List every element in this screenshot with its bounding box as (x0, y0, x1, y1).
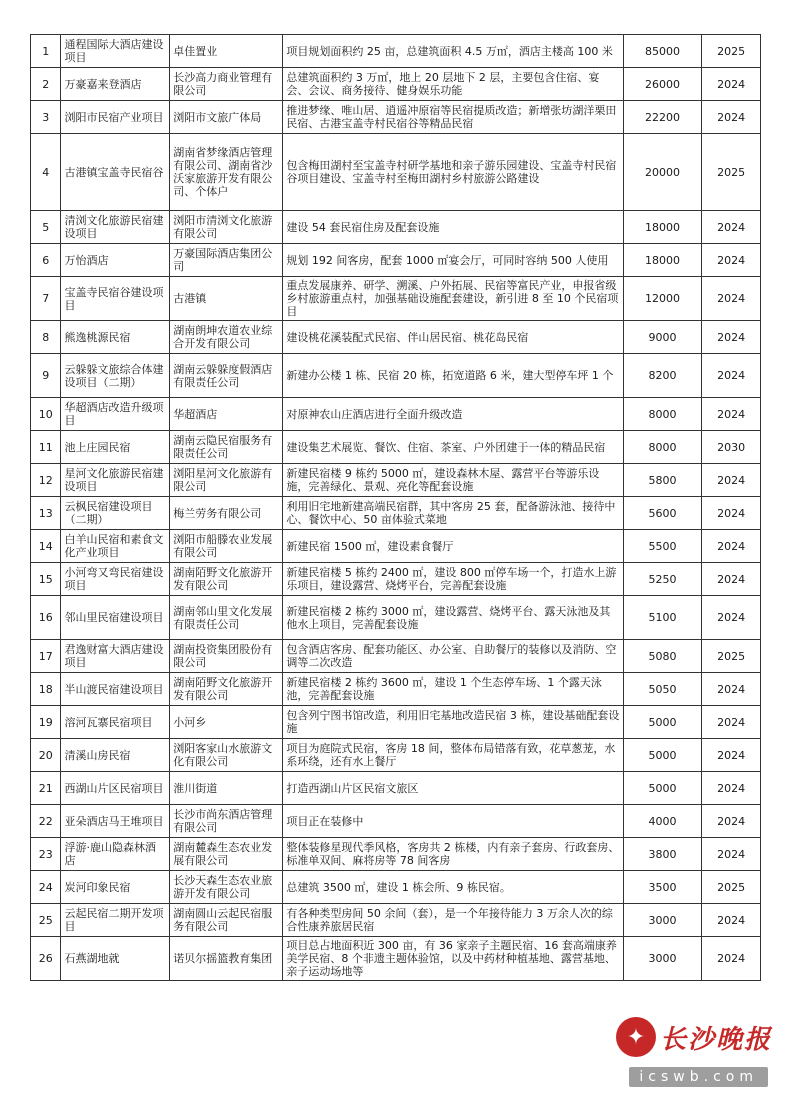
project-name-cell: 君逸财富大酒店建设项目 (61, 640, 170, 673)
completion-year-cell: 2024 (702, 673, 761, 706)
investment-amount-cell: 85000 (623, 35, 701, 68)
company-name-cell: 华超酒店 (170, 398, 283, 431)
project-content-cell: 包含列宁图书馆改造，利用旧宅基地改造民宿 3 栋，建设基础配套设施 (283, 706, 624, 739)
logo-emblem-icon: ✦ (616, 1017, 656, 1057)
investment-amount-cell: 8000 (623, 431, 701, 464)
project-table-sheet (30, 34, 761, 981)
table-row (31, 321, 761, 354)
project-content-cell: 重点发展康养、研学、溯溪、户外拓展、民宿等富民产业，申报省级乡村旅游重点村，加强基础设施配套建设，新引进 8 至 10 个民宿项目 (283, 277, 624, 321)
table-row (31, 673, 761, 706)
company-name-cell: 湖南邻山里文化发展有限责任公司 (170, 596, 283, 640)
table-row (31, 101, 761, 134)
company-name-cell: 长沙高力商业管理有限公司 (170, 68, 283, 101)
completion-year-cell: 2024 (702, 805, 761, 838)
row-number-cell: 11 (31, 431, 61, 464)
row-number-cell: 1 (31, 35, 61, 68)
investment-amount-cell: 22200 (623, 101, 701, 134)
completion-year-cell: 2024 (702, 464, 761, 497)
project-name-cell: 清溪山房民宿 (61, 739, 170, 772)
company-name-cell: 湖南云隐民宿服务有限责任公司 (170, 431, 283, 464)
completion-year-cell: 2025 (702, 640, 761, 673)
table-row (31, 277, 761, 321)
project-name-cell: 万怡酒店 (61, 244, 170, 277)
project-content-cell: 建设集艺术展览、餐饮、住宿、茶室、户外团建于一体的精品民宿 (283, 431, 624, 464)
table-row (31, 904, 761, 937)
project-table (30, 34, 761, 981)
company-name-cell: 梅兰劳务有限公司 (170, 497, 283, 530)
project-content-cell: 包含梅田湖村至宝盖寺村研学基地和亲子游乐园建设、宝盖寺村民宿谷项目建设、宝盖寺村至梅田湖村乡村旅游公路建设 (283, 134, 624, 211)
project-content-cell: 利用旧宅地新建高端民宿群，其中客房 25 套，配备游泳池、接待中心、餐饮中心、50 亩体验式菜地 (283, 497, 624, 530)
newspaper-watermark (602, 1015, 772, 1097)
investment-amount-cell: 9000 (623, 321, 701, 354)
project-content-cell: 新建民宿 1500 ㎡，建设素食餐厅 (283, 530, 624, 563)
company-name-cell: 卓佳置业 (170, 35, 283, 68)
project-content-cell: 新建民宿楼 9 栋约 5000 ㎡，建设森林木屋、露营平台等游乐设施，完善绿化、景观、亮化等配套设施 (283, 464, 624, 497)
table-row (31, 739, 761, 772)
completion-year-cell: 2025 (702, 134, 761, 211)
table-row (31, 398, 761, 431)
completion-year-cell: 2024 (702, 497, 761, 530)
investment-amount-cell: 26000 (623, 68, 701, 101)
table-row (31, 530, 761, 563)
project-content-cell: 项目规划面积约 25 亩，总建筑面积 4.5 万㎡，酒店主楼高 100 米 (283, 35, 624, 68)
table-row (31, 596, 761, 640)
completion-year-cell: 2024 (702, 772, 761, 805)
completion-year-cell: 2024 (702, 706, 761, 739)
project-name-cell: 万豪嘉来登酒店 (61, 68, 170, 101)
project-name-cell: 宝盖寺民宿谷建设项目 (61, 277, 170, 321)
project-content-cell: 整体装修星现代季风格，客房共 2 栋楼，内有亲子套房、行政套房、标准单双间、麻将房等 78 间客房 (283, 838, 624, 871)
project-content-cell: 建设 54 套民宿住房及配套设施 (283, 211, 624, 244)
company-name-cell: 浏阳市文旅广体局 (170, 101, 283, 134)
completion-year-cell: 2025 (702, 871, 761, 904)
project-name-cell: 池上庄园民宿 (61, 431, 170, 464)
newspaper-logo (616, 1015, 772, 1059)
row-number-cell: 22 (31, 805, 61, 838)
project-name-cell: 古港镇宝盖寺民宿谷 (61, 134, 170, 211)
project-content-cell: 总建筑 3500 ㎡，建设 1 栋会所、9 栋民宿。 (283, 871, 624, 904)
row-number-cell: 10 (31, 398, 61, 431)
table-row (31, 134, 761, 211)
table-row (31, 805, 761, 838)
row-number-cell: 25 (31, 904, 61, 937)
company-name-cell: 湖南云躲躲度假酒店有限责任公司 (170, 354, 283, 398)
table-row (31, 563, 761, 596)
company-name-cell: 湖南麓森生态农业发展有限公司 (170, 838, 283, 871)
row-number-cell: 20 (31, 739, 61, 772)
completion-year-cell: 2024 (702, 321, 761, 354)
table-row (31, 244, 761, 277)
company-name-cell: 湖南省梦缘酒店管理有限公司、湖南省沙沃家旅游开发有限公司、个体户 (170, 134, 283, 211)
investment-amount-cell: 5000 (623, 772, 701, 805)
project-name-cell: 小河弯又弯民宿建设项目 (61, 563, 170, 596)
company-name-cell: 长沙市尚东酒店管理有限公司 (170, 805, 283, 838)
table-row (31, 772, 761, 805)
table-row (31, 706, 761, 739)
company-name-cell: 浏阳客家山水旅游文化有限公司 (170, 739, 283, 772)
investment-amount-cell: 3800 (623, 838, 701, 871)
investment-amount-cell: 12000 (623, 277, 701, 321)
table-row (31, 640, 761, 673)
row-number-cell: 8 (31, 321, 61, 354)
completion-year-cell: 2024 (702, 596, 761, 640)
investment-amount-cell: 5000 (623, 706, 701, 739)
investment-amount-cell: 5080 (623, 640, 701, 673)
project-content-cell: 有各种类型房间 50 余间（套），是一个年接待能力 3 万余人次的综合性康养旅居民宿 (283, 904, 624, 937)
completion-year-cell: 2024 (702, 838, 761, 871)
row-number-cell: 21 (31, 772, 61, 805)
completion-year-cell: 2030 (702, 431, 761, 464)
company-name-cell: 浏阳市船滕农业发展有限公司 (170, 530, 283, 563)
project-name-cell: 通程国际大酒店建设项目 (61, 35, 170, 68)
table-row (31, 937, 761, 981)
table-row (31, 431, 761, 464)
investment-amount-cell: 18000 (623, 211, 701, 244)
row-number-cell: 13 (31, 497, 61, 530)
row-number-cell: 18 (31, 673, 61, 706)
row-number-cell: 9 (31, 354, 61, 398)
row-number-cell: 23 (31, 838, 61, 871)
project-name-cell: 浏阳市民宿产业项目 (61, 101, 170, 134)
completion-year-cell: 2024 (702, 244, 761, 277)
completion-year-cell: 2024 (702, 530, 761, 563)
company-name-cell: 湖南陌野文化旅游开发有限公司 (170, 673, 283, 706)
investment-amount-cell: 5050 (623, 673, 701, 706)
row-number-cell: 5 (31, 211, 61, 244)
completion-year-cell: 2024 (702, 101, 761, 134)
investment-amount-cell: 20000 (623, 134, 701, 211)
row-number-cell: 6 (31, 244, 61, 277)
project-name-cell: 西湖山片区民宿项目 (61, 772, 170, 805)
investment-amount-cell: 8000 (623, 398, 701, 431)
company-name-cell: 浏阳市清浏文化旅游有限公司 (170, 211, 283, 244)
investment-amount-cell: 5100 (623, 596, 701, 640)
project-content-cell: 总建筑面积约 3 万㎡，地上 20 层地下 2 层，主要包含住宿、宴会、会议、商务接待、健身娱乐功能 (283, 68, 624, 101)
investment-amount-cell: 5000 (623, 739, 701, 772)
row-number-cell: 24 (31, 871, 61, 904)
project-content-cell: 项目总占地面积近 300 亩，有 36 家亲子主题民宿、16 套高端康养美学民宿、8 个非遗主题体验馆，以及中药材种植基地、露营基地、亲子运动场地等 (283, 937, 624, 981)
completion-year-cell: 2024 (702, 354, 761, 398)
project-name-cell: 邻山里民宿建设项目 (61, 596, 170, 640)
investment-amount-cell: 8200 (623, 354, 701, 398)
table-row (31, 211, 761, 244)
company-name-cell: 湖南陌野文化旅游开发有限公司 (170, 563, 283, 596)
completion-year-cell: 2024 (702, 398, 761, 431)
logo-text: 长沙晚报 (659, 1024, 772, 1055)
project-content-cell: 对原神农山庄酒店进行全面升级改造 (283, 398, 624, 431)
investment-amount-cell: 5500 (623, 530, 701, 563)
project-content-cell: 新建办公楼 1 栋、民宿 20 栋，拓宽道路 6 米，建大型停车坪 1 个 (283, 354, 624, 398)
completion-year-cell: 2024 (702, 277, 761, 321)
project-content-cell: 项目为庭院式民宿，客房 18 间，整体布局错落有致，花草葱茏，水系环绕，还有水上餐厅 (283, 739, 624, 772)
completion-year-cell: 2024 (702, 563, 761, 596)
project-name-cell: 白羊山民宿和素食文化产业项目 (61, 530, 170, 563)
row-number-cell: 2 (31, 68, 61, 101)
row-number-cell: 16 (31, 596, 61, 640)
investment-amount-cell: 18000 (623, 244, 701, 277)
project-content-cell: 包含酒店客房、配套功能区、办公室、自助餐厅的装修以及消防、空调等二次改造 (283, 640, 624, 673)
investment-amount-cell: 5800 (623, 464, 701, 497)
project-name-cell: 云枫民宿建设项目（二期） (61, 497, 170, 530)
table-row (31, 464, 761, 497)
company-name-cell: 小河乡 (170, 706, 283, 739)
project-content-cell: 规划 192 间客房，配套 1000 ㎡宴会厅，可同时容纳 500 人使用 (283, 244, 624, 277)
table-row (31, 68, 761, 101)
project-name-cell: 云起民宿二期开发项目 (61, 904, 170, 937)
investment-amount-cell: 3500 (623, 871, 701, 904)
company-name-cell: 万豪国际酒店集团公司 (170, 244, 283, 277)
project-name-cell: 溶河瓦寨民宿项目 (61, 706, 170, 739)
project-content-cell: 打造西湖山片区民宿文旅区 (283, 772, 624, 805)
company-name-cell: 古港镇 (170, 277, 283, 321)
company-name-cell: 浏阳星河文化旅游有限公司 (170, 464, 283, 497)
company-name-cell: 长沙天森生态农业旅游开发有限公司 (170, 871, 283, 904)
completion-year-cell: 2024 (702, 937, 761, 981)
company-name-cell: 诺贝尔摇篮教育集团 (170, 937, 283, 981)
completion-year-cell: 2025 (702, 35, 761, 68)
investment-amount-cell: 5600 (623, 497, 701, 530)
project-name-cell: 云躲躲文旅综合体建设项目（二期） (61, 354, 170, 398)
company-name-cell: 湖南圆山云起民宿服务有限公司 (170, 904, 283, 937)
company-name-cell: 湖南投资集团股份有限公司 (170, 640, 283, 673)
row-number-cell: 7 (31, 277, 61, 321)
project-table-body (31, 35, 761, 981)
investment-amount-cell: 4000 (623, 805, 701, 838)
row-number-cell: 26 (31, 937, 61, 981)
table-row (31, 35, 761, 68)
project-name-cell: 浮游·鹿山隐森林酒店 (61, 838, 170, 871)
table-row (31, 871, 761, 904)
project-content-cell: 新建民宿楼 2 栋约 3000 ㎡，建设露营、烧烤平台、露天泳池及其他水上项目，完善配套设施 (283, 596, 624, 640)
project-content-cell: 新建民宿楼 5 栋约 2400 ㎡，建设 800 ㎡停车场一个，打造水上游乐项目，建设露营、烧烤平台，完善配套设施 (283, 563, 624, 596)
completion-year-cell: 2024 (702, 68, 761, 101)
row-number-cell: 14 (31, 530, 61, 563)
completion-year-cell: 2024 (702, 211, 761, 244)
row-number-cell: 3 (31, 101, 61, 134)
table-row (31, 354, 761, 398)
company-name-cell: 湖南朗坤农道农业综合开发有限公司 (170, 321, 283, 354)
row-number-cell: 17 (31, 640, 61, 673)
completion-year-cell: 2024 (702, 739, 761, 772)
project-name-cell: 清浏文化旅游民宿建设项目 (61, 211, 170, 244)
row-number-cell: 4 (31, 134, 61, 211)
project-name-cell: 炭河印象民宿 (61, 871, 170, 904)
watermark-url: icswb.com (629, 1067, 768, 1087)
project-content-cell: 项目正在装修中 (283, 805, 624, 838)
project-name-cell: 星河文化旅游民宿建设项目 (61, 464, 170, 497)
project-content-cell: 建设桃花溪装配式民宿、伴山居民宿、桃花岛民宿 (283, 321, 624, 354)
table-row (31, 838, 761, 871)
investment-amount-cell: 5250 (623, 563, 701, 596)
company-name-cell: 淮川街道 (170, 772, 283, 805)
project-content-cell: 推进梦缘、唯山居、逍遥冲原宿等民宿提质改造；新增张坊湖洋栗田民宿、古港宝盖寺村民宿谷等精品民宿 (283, 101, 624, 134)
row-number-cell: 19 (31, 706, 61, 739)
table-row (31, 497, 761, 530)
project-name-cell: 亚朵酒店马王堆项目 (61, 805, 170, 838)
project-name-cell: 石燕湖地就 (61, 937, 170, 981)
investment-amount-cell: 3000 (623, 937, 701, 981)
investment-amount-cell: 3000 (623, 904, 701, 937)
project-content-cell: 新建民宿楼 2 栋约 3600 ㎡，建设 1 个生态停车场、1 个露天泳池，完善配套设施 (283, 673, 624, 706)
row-number-cell: 12 (31, 464, 61, 497)
completion-year-cell: 2024 (702, 904, 761, 937)
project-name-cell: 华超酒店改造升级项目 (61, 398, 170, 431)
project-name-cell: 半山渡民宿建设项目 (61, 673, 170, 706)
project-name-cell: 熊逸桃源民宿 (61, 321, 170, 354)
row-number-cell: 15 (31, 563, 61, 596)
